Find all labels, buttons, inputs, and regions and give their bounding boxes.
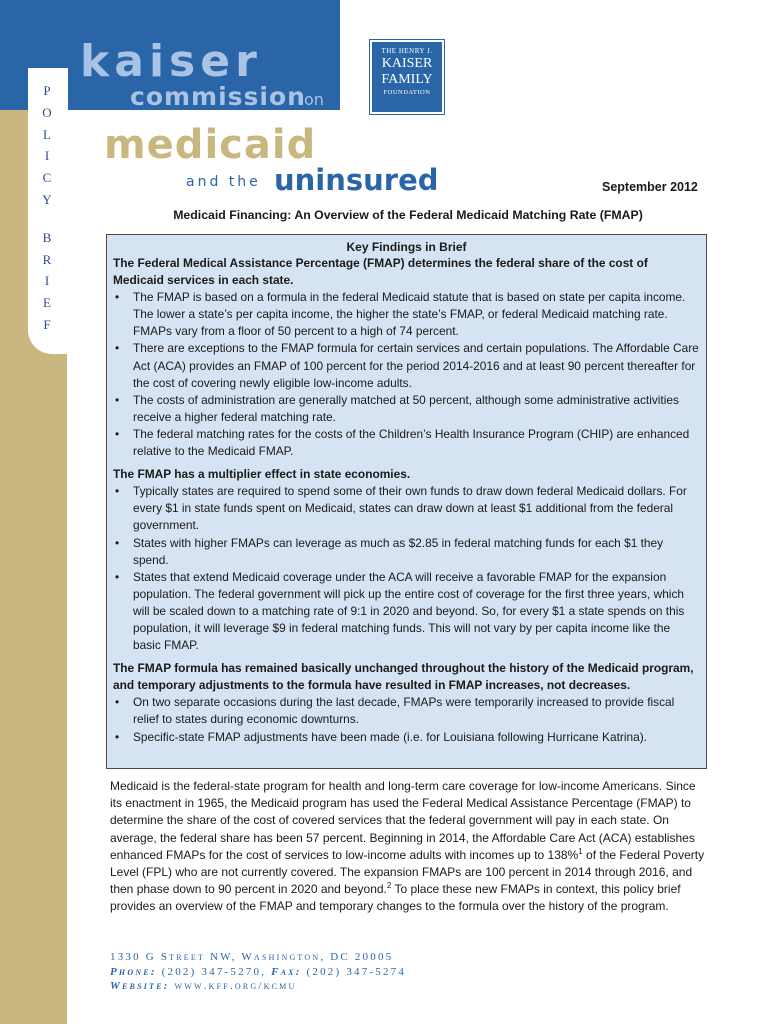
tab-letter-gap bbox=[36, 211, 58, 227]
tab-letter: E bbox=[43, 295, 51, 311]
tab-letter: I bbox=[44, 273, 50, 289]
section-heading: The FMAP formula has remained basically unchanged throughout the history of the Medicaid program, and temporary adjustments to the formula have resulted in FMAP increases, not decreases. bbox=[113, 661, 694, 693]
brand-commission: commission bbox=[130, 82, 306, 111]
brand-uninsured: uninsured bbox=[274, 163, 439, 197]
footnote-ref[interactable]: 2 bbox=[386, 881, 392, 891]
tab-letter: F bbox=[43, 316, 51, 332]
publication-date: September 2012 bbox=[602, 180, 698, 194]
body-text-part: To place these new FMAPs in context, this policy brief provides an overview of the FMAP and temporary changes to the formula over the history of the program. bbox=[110, 882, 681, 914]
bullet-list bbox=[113, 483, 700, 654]
logo-line: FOUNDATION bbox=[383, 89, 431, 96]
fax-label: Fax: bbox=[271, 965, 302, 978]
body-paragraph bbox=[110, 778, 706, 916]
section-heading: The FMAP has a multiplier effect in state economies. bbox=[113, 467, 411, 482]
list-item: • The costs of administration are generally matched at 50 percent, although some administrative activities receive a higher federal matching rate. bbox=[113, 392, 700, 426]
footer-address: 1330 G Street NW, Washington, DC 20005 bbox=[110, 951, 394, 963]
section-heading: The Federal Medical Assistance Percentage (FMAP) determines the federal share of the cost of Medicaid services in each state. bbox=[113, 256, 648, 288]
key-findings-box bbox=[106, 234, 707, 769]
list-item: • Typically states are required to spend some of their own funds to draw down federal Medicaid dollars. For every $1 in state funds spent on Medicaid, states can draw down at least $1 additional from the federal government. bbox=[113, 483, 700, 534]
list-item: • Specific-state FMAP adjustments have been made (i.e. for Louisiana following Hurricane Katrina). bbox=[113, 729, 700, 746]
logo-line: THE HENRY J. bbox=[381, 47, 433, 55]
list-item: • There are exceptions to the FMAP formula for certain services and certain populations. The Affordable Care Act (ACA) provides an FMAP of 100 percent for the period 2014-2016 and at least 90 percent thereafter for the cost of covering newly eligible low-income adults. bbox=[113, 340, 700, 391]
tab-letter: I bbox=[44, 148, 50, 164]
tab-letter: R bbox=[42, 251, 52, 267]
list-item: • On two separate occasions during the last decade, FMAPs were temporarily increased to provide fiscal relief to states during economic downturns. bbox=[113, 694, 700, 728]
footer-contact-line bbox=[110, 965, 710, 980]
website-link[interactable]: www.kff.org/kcmu bbox=[174, 980, 297, 992]
kff-logo bbox=[370, 40, 444, 114]
list-item: • States that extend Medicaid coverage under the ACA will receive a favorable FMAP for the expansion population. The federal government will pick up the entire cost of coverage for the first three years, which will be scaled down to a matching rate of 9:1 in 2020 and beyond. So, for every $1 a state spends on this population, it will leverage $9 in federal matching funds. This will not vary by per capita income like the basic FMAP. bbox=[113, 569, 700, 654]
tab-letter: Y bbox=[42, 191, 52, 207]
brand-on: on bbox=[304, 90, 324, 109]
footnote-ref[interactable]: 1 bbox=[578, 846, 583, 856]
body-text-part: Medicaid is the federal-state program for health and long-term care coverage for low-income Americans. Since its enactment in 1965, the Medicaid program has used the Federal Medical Assistance Percentage (FMAP) to determine the share of the cost of covered services that the federal government will pay in each state. On average, the federal share has been 57 percent. Beginning in 2014, the Affordable Care Act (ACA) establishes enhanced FMAPs for the cost of services to low-income adults with incomes up to 138% bbox=[110, 779, 696, 862]
list-item: • States with higher FMAPs can leverage as much as $2.85 in federal matching funds for each $1 they spend. bbox=[113, 535, 700, 569]
list-item: • The FMAP is based on a formula in the federal Medicaid statute that is based on state per capita income. The lower a state’s per capita income, the higher the state’s FMAP, or federal Medicaid matching rate. FMAPs vary from a floor of 50 percent to a high of 74 percent. bbox=[113, 289, 700, 340]
document-title: Medicaid Financing: An Overview of the Federal Medicaid Matching Rate (FMAP) bbox=[173, 208, 643, 222]
phone-label: Phone: bbox=[110, 965, 157, 978]
tab-letter: C bbox=[42, 170, 52, 186]
phone-number: (202) 347-5270, bbox=[161, 965, 267, 978]
list-item: • The federal matching rates for the costs of the Children’s Health Insurance Program (CHIP) are enhanced relative to the Medicaid FMAP. bbox=[113, 426, 700, 460]
fax-number: (202) 347-5274 bbox=[306, 965, 407, 978]
logo-line: FAMILY bbox=[381, 72, 433, 87]
brand-medicaid: medicaid bbox=[104, 122, 317, 168]
website-label: Website: bbox=[110, 980, 170, 992]
tab-letter: L bbox=[43, 126, 51, 142]
brand-and-the: and the bbox=[186, 174, 261, 190]
tab-letter: B bbox=[42, 229, 52, 245]
key-findings-title: Key Findings in Brief bbox=[346, 240, 467, 254]
body-text-part: of the Federal Poverty Level (FPL) who are not currently covered. The expansion FMAPs are 100 percent in 2014 through 2016, and then phase down to 90 percent in 2020 and beyond. bbox=[110, 847, 705, 897]
policy-brief-label bbox=[36, 80, 58, 336]
brand-kaiser: kaiser bbox=[80, 36, 262, 87]
bullet-list bbox=[113, 694, 700, 745]
footer-website-line bbox=[110, 979, 710, 994]
bullet-list bbox=[113, 289, 700, 460]
tab-letter: P bbox=[43, 83, 51, 98]
logo-line: KAISER bbox=[381, 56, 433, 71]
tab-letter: O bbox=[42, 104, 52, 120]
contact-footer bbox=[110, 950, 710, 994]
